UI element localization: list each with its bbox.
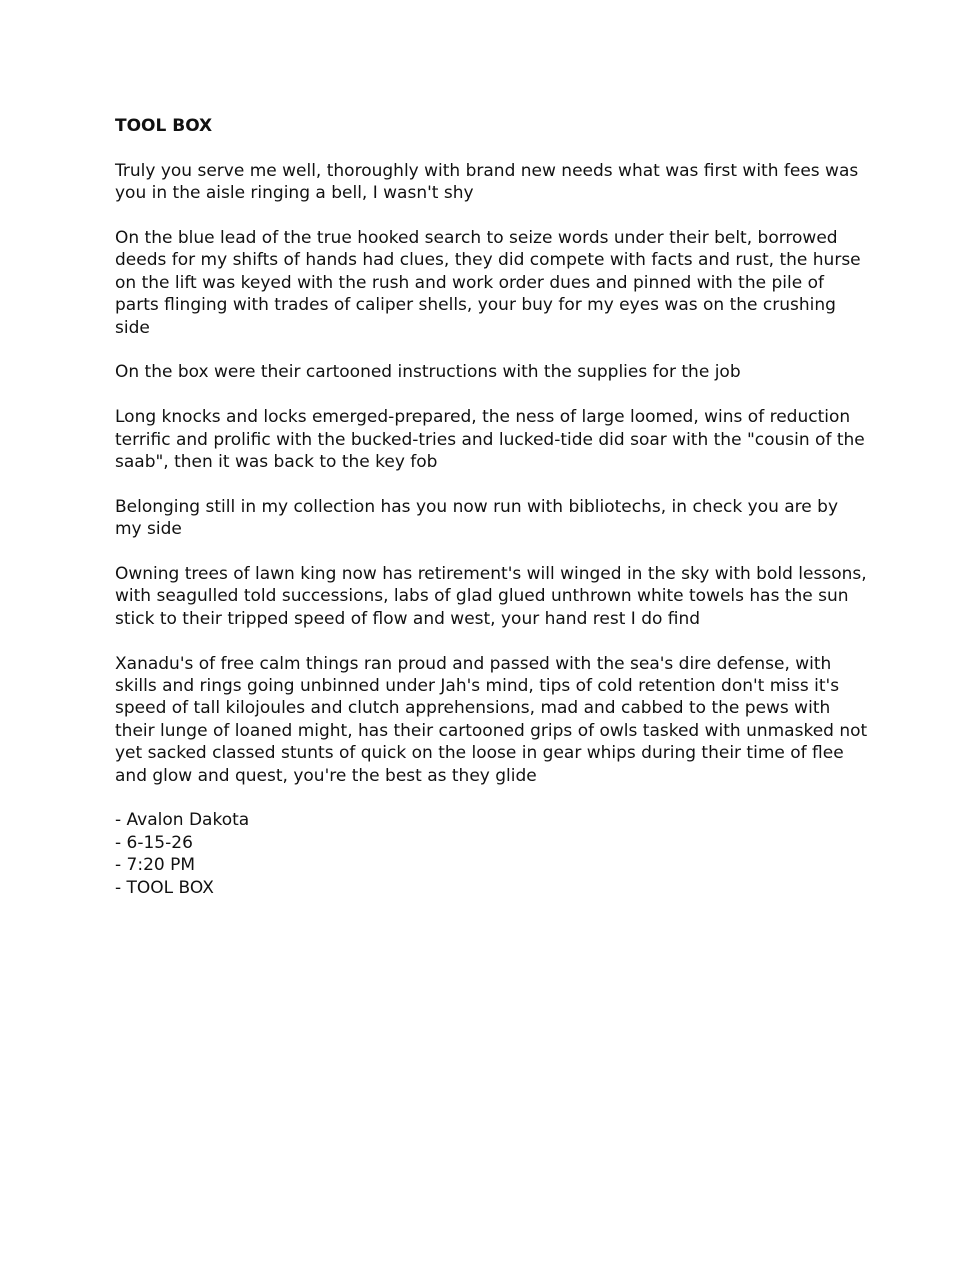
paragraph-3: On the box were their cartooned instructions with the supplies for the job [115,362,741,383]
document-page [115,115,870,899]
signature-time: - 7:20 PM [115,855,196,876]
paragraph-6: Owning trees of lawn king now has retirement's will winged in the sky with bold lessons, with seagulled told successions, labs of glad glued unthrown white towels has the sun stick to their tripped speed of flow and west, your hand rest I do find [115,564,867,629]
paragraph-7: Xanadu's of free calm things ran proud and passed with the sea's dire defense, with skills and rings going unbinned under Jah's mind, tips of cold retention don't miss it's speed of tall kilojoules and clutch apprehensions, mad and cabbed to the pews with their lunge of loaned might, has their cartooned grips of owls tasked with unmasked not yet sacked classed stunts of quick on the loose in gear whips during their time of flee and glow and quest, you're the best as they glide [115,653,868,786]
paragraph-1: Truly you serve me well, thoroughly with brand new needs what was first with fees was you in the aisle ringing a bell, I wasn't shy [115,160,859,204]
paragraph-2: On the blue lead of the true hooked search to seize words under their belt, borrowed deeds for my shifts of hands had clues, they did compete with facts and rust, the hurse on the lift was keyed with the rush and work order dues and pinned with the pile of parts flinging with trades of caliper shells, your buy for my eyes was on the crushing side [115,228,861,338]
signature-date: - 6-15-26 [115,832,193,853]
signature-author: - Avalon Dakota [115,810,250,831]
signature-title: - TOOL BOX [115,877,214,898]
document-title: TOOL BOX [115,116,213,136]
paragraph-4: Long knocks and locks emerged-prepared, the ness of large loomed, wins of reduction terrific and prolific with the bucked-tries and lucked-tide did soar with the "cousin of the saab", then it was back to the key fob [115,407,865,473]
signature-block [115,809,870,899]
paragraph-5: Belonging still in my collection has you now run with bibliotechs, in check you are by my side [115,496,839,540]
